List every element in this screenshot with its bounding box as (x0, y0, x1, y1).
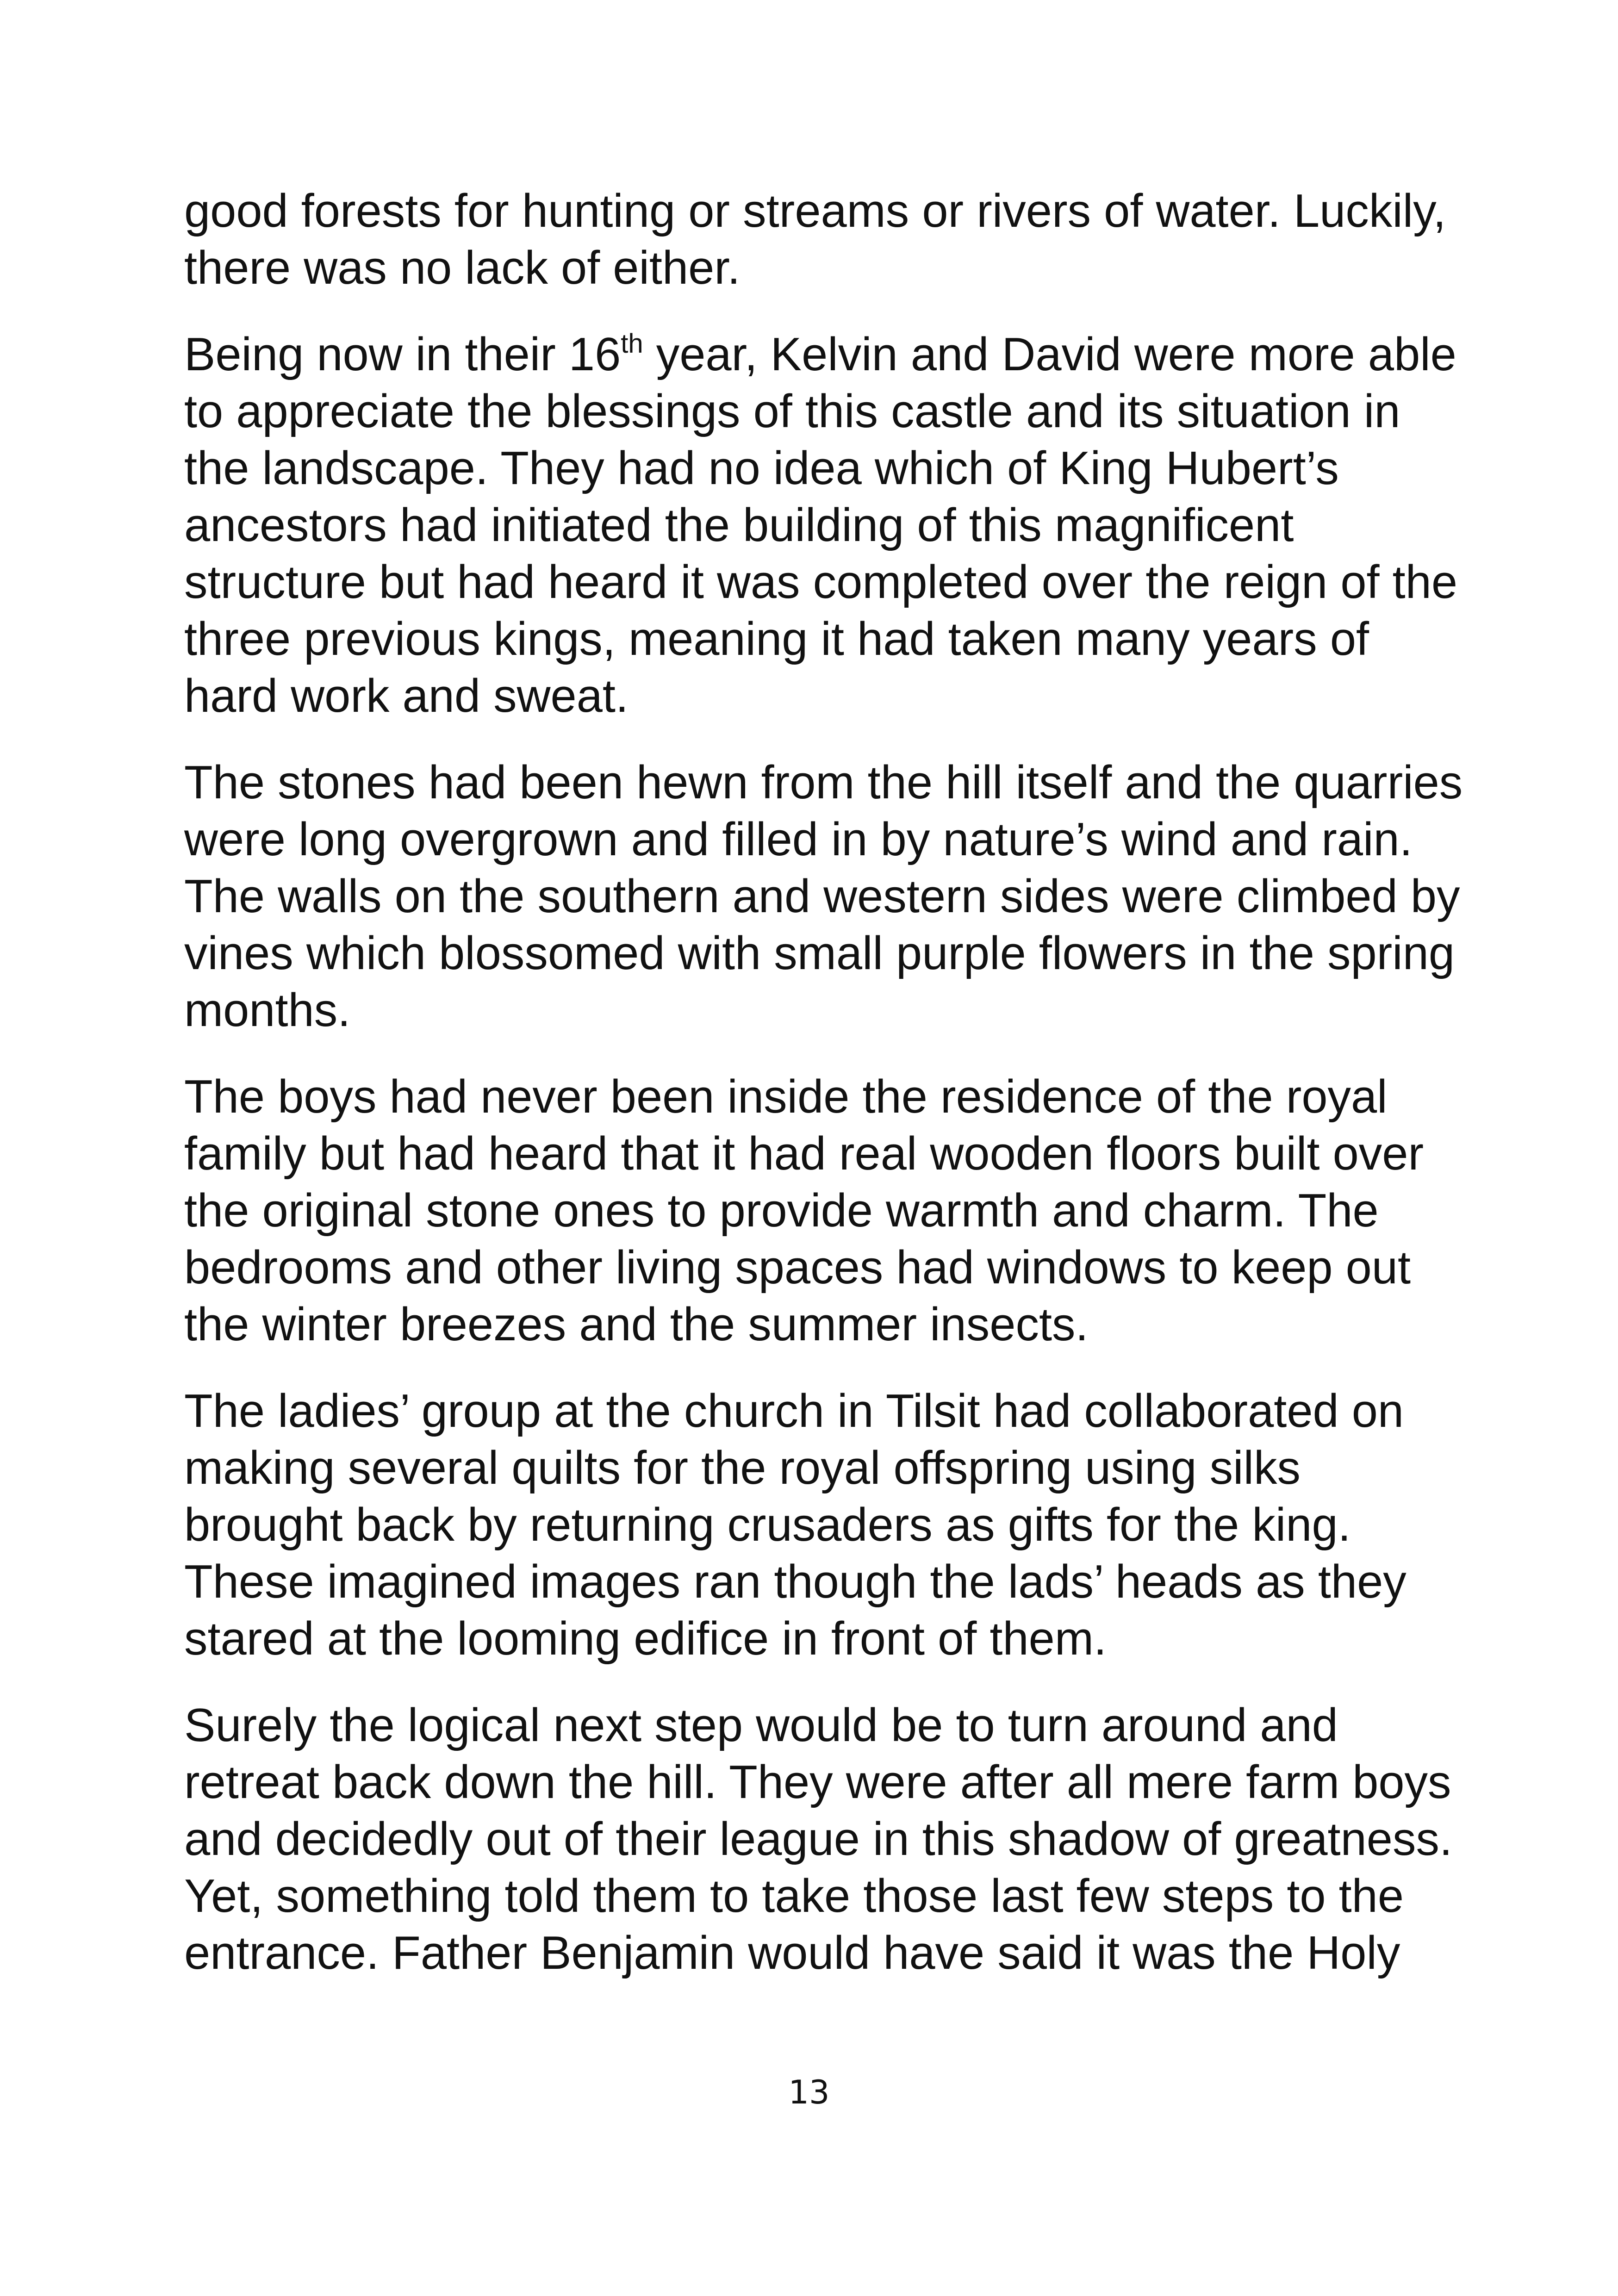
text-line: Surely the logical next step would be to turn around and (184, 1699, 1338, 1751)
page-number: 13 (788, 2073, 830, 2111)
text-line: ancestors had initiated the building of this magnificent (184, 499, 1294, 551)
paragraph-2 (184, 326, 1462, 725)
text-line: the landscape. They had no idea which of King Hubert’s (184, 442, 1339, 494)
paragraph-5 (184, 1383, 1462, 1668)
text-line: stared at the looming edifice in front of them. (184, 1613, 1107, 1665)
text-line: to appreciate the blessings of this castle and its situation in (184, 386, 1400, 437)
text-line: entrance. Father Benjamin would have said it was the Holy (184, 1927, 1400, 1979)
text-line: the winter breezes and the summer insects. (184, 1299, 1089, 1350)
text-line: Yet, something told them to take those last few steps to the (184, 1870, 1404, 1922)
text-line: there was no lack of either. (184, 242, 741, 294)
paragraph-4 (184, 1069, 1462, 1353)
text-line: brought back by returning crusaders as gifts for the king. (184, 1499, 1351, 1551)
text-line: hard work and sweat. (184, 670, 629, 722)
text-segment: year, Kelvin and David were more able (643, 329, 1456, 380)
text-line (184, 326, 1462, 383)
text-line: The boys had never been inside the residence of the royal (184, 1071, 1388, 1123)
ordinal-superscript: th (621, 329, 643, 359)
paragraph-1 (184, 183, 1462, 297)
text-line: making several quilts for the royal offspring using silks (184, 1442, 1301, 1494)
text-segment: Being now in their 16 (184, 329, 621, 380)
paragraph-6 (184, 1697, 1462, 1982)
text-line: The stones had been hewn from the hill itself and the quarries (184, 757, 1463, 809)
body-text (184, 183, 1462, 2011)
text-line: and decidedly out of their league in this shadow of greatness. (184, 1813, 1453, 1865)
text-line: vines which blossomed with small purple flowers in the spring (184, 927, 1455, 979)
text-line: good forests for hunting or streams or rivers of water. Luckily, (184, 185, 1446, 237)
text-line: months. (184, 984, 351, 1036)
text-line: were long overgrown and filled in by nature’s wind and rain. (184, 814, 1413, 865)
text-line: the original stone ones to provide warmth and charm. The (184, 1185, 1379, 1237)
text-line: family but had heard that it had real wooden floors built over (184, 1128, 1424, 1180)
text-line: bedrooms and other living spaces had windows to keep out (184, 1242, 1411, 1294)
text-line: structure but had heard it was completed over the reign of the (184, 556, 1458, 608)
text-line: The walls on the southern and western sides were climbed by (184, 871, 1460, 922)
text-line: These imagined images ran though the lads’ heads as they (184, 1556, 1406, 1608)
text-line: retreat back down the hill. They were after all mere farm boys (184, 1756, 1451, 1808)
text-line: three previous kings, meaning it had taken many years of (184, 613, 1369, 665)
text-line: The ladies’ group at the church in Tilsit had collaborated on (184, 1385, 1404, 1437)
paragraph-3 (184, 754, 1462, 1039)
